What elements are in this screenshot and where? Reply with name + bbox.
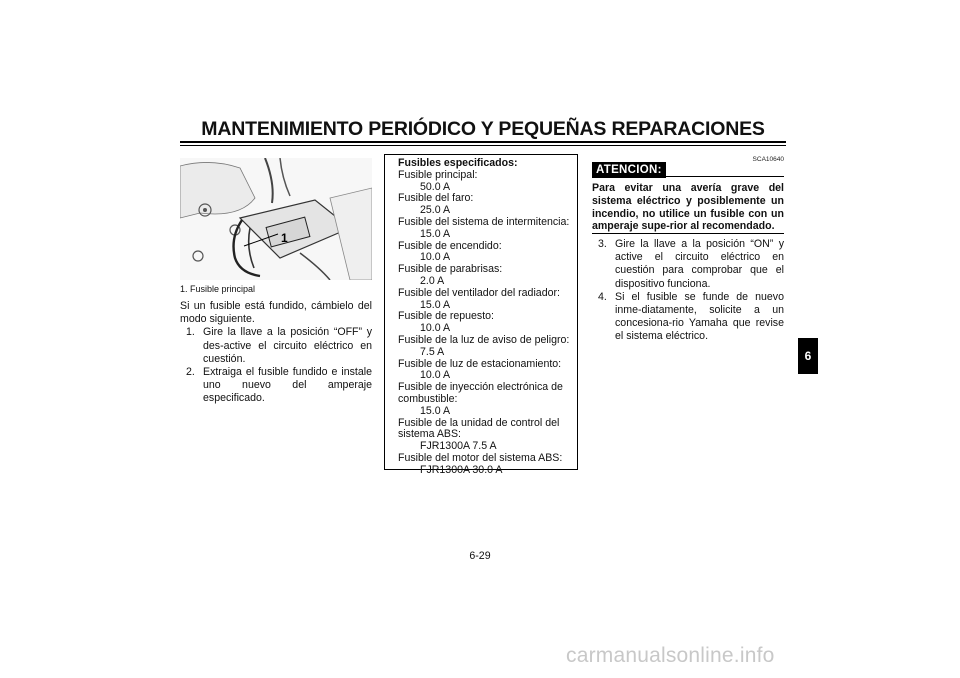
fuse-value: 7.5 A bbox=[420, 345, 445, 358]
fuses-title: Fusibles especificados: bbox=[398, 157, 518, 169]
page-number: 6-29 bbox=[469, 550, 491, 562]
step-item bbox=[180, 366, 372, 406]
step-text: Gire la llave a la posición “OFF” y des-active el circuito eléctrico en cuestión. bbox=[203, 326, 372, 365]
fuse-label: Fusible del sistema de intermitencia: bbox=[398, 215, 570, 228]
step-number: 2. bbox=[186, 366, 195, 379]
fuse-label: Fusible del motor del sistema ABS: bbox=[398, 451, 563, 464]
caution-badge: ATENCION: bbox=[592, 162, 666, 178]
fuse-label: Fusible principal: bbox=[398, 168, 478, 181]
fuse-label: Fusible del ventilador del radiador: bbox=[398, 286, 560, 299]
instructions-right bbox=[592, 238, 784, 344]
header-rule-thin bbox=[180, 145, 786, 146]
watermark: carmanualsonline.info bbox=[566, 644, 775, 667]
fuse-value: 15.0 A bbox=[420, 404, 451, 417]
header-rule bbox=[180, 141, 786, 143]
fuse-value: 25.0 A bbox=[420, 204, 451, 217]
caution-text: Para evitar una avería grave del sistema eléctrico y posiblemente un incendio, no utilice un fusible con un amperaje supe-rior al recomendado. bbox=[592, 182, 784, 233]
step-item bbox=[180, 326, 372, 366]
fuse-label: Fusible de inyección electrónica de combustible: bbox=[398, 381, 563, 405]
step-number: 4. bbox=[598, 290, 607, 303]
fuse-value: FJR1300A 7.5 A bbox=[420, 440, 497, 453]
photo-callout: 1 bbox=[281, 231, 288, 245]
chapter-tab: 6 bbox=[798, 338, 818, 374]
fuse-label: Fusible de la luz de aviso de peligro: bbox=[398, 333, 570, 346]
step-text: Si el fusible se funde de nuevo inme-diatamente, solicite a un concesiona-rio Yamaha que revise el sistema eléctrico. bbox=[615, 290, 784, 343]
fuse-value: 10.0 A bbox=[420, 369, 451, 382]
photo-caption: 1. Fusible principal bbox=[180, 284, 256, 294]
fuse-box-illustration bbox=[180, 158, 372, 280]
fuse-value: 50.0 A bbox=[420, 180, 451, 193]
page-title: MANTENIMIENTO PERIÓDICO Y PEQUEÑAS REPARACIONES bbox=[201, 118, 765, 140]
fuse-value: 15.0 A bbox=[420, 227, 451, 240]
fuse-value: 10.0 A bbox=[420, 251, 451, 264]
fuse-value: 2.0 A bbox=[420, 274, 445, 287]
step-number: 1. bbox=[186, 326, 195, 339]
fuse-label: Fusible de la unidad de control del sistema ABS: bbox=[398, 416, 560, 441]
fuse-value: FJR1300A 30.0 A bbox=[420, 463, 503, 476]
step-text: Gire la llave a la posición “ON” y active el circuito eléctrico en cuestión para comprobar que el dispositivo funciona. bbox=[615, 238, 784, 290]
fuse-label: Fusible de repuesto: bbox=[398, 310, 494, 323]
caution-code: SCA10640 bbox=[752, 156, 784, 163]
step-item bbox=[592, 291, 784, 344]
step-number: 3. bbox=[598, 238, 607, 250]
caution-end-rule bbox=[592, 233, 784, 234]
step-item bbox=[592, 238, 784, 291]
instructions-left bbox=[180, 300, 372, 406]
caution-rule bbox=[666, 176, 784, 177]
specified-fuses-box bbox=[384, 154, 578, 476]
step-text: Extraiga el fusible fundido e instale uno nuevo del amperaje especificado. bbox=[203, 366, 372, 405]
fuse-value: 10.0 A bbox=[420, 322, 451, 335]
intro-paragraph: Si un fusible está fundido, cámbielo del modo siguiente. bbox=[180, 300, 372, 326]
fuse-label: Fusible del faro: bbox=[398, 192, 474, 205]
fuse-label: Fusible de encendido: bbox=[398, 239, 502, 252]
fuse-value: 15.0 A bbox=[420, 298, 451, 311]
fuse-box-photo bbox=[180, 158, 372, 280]
fuse-label: Fusible de luz de estacionamiento: bbox=[398, 357, 562, 370]
fuse-label: Fusible de parabrisas: bbox=[398, 263, 503, 276]
